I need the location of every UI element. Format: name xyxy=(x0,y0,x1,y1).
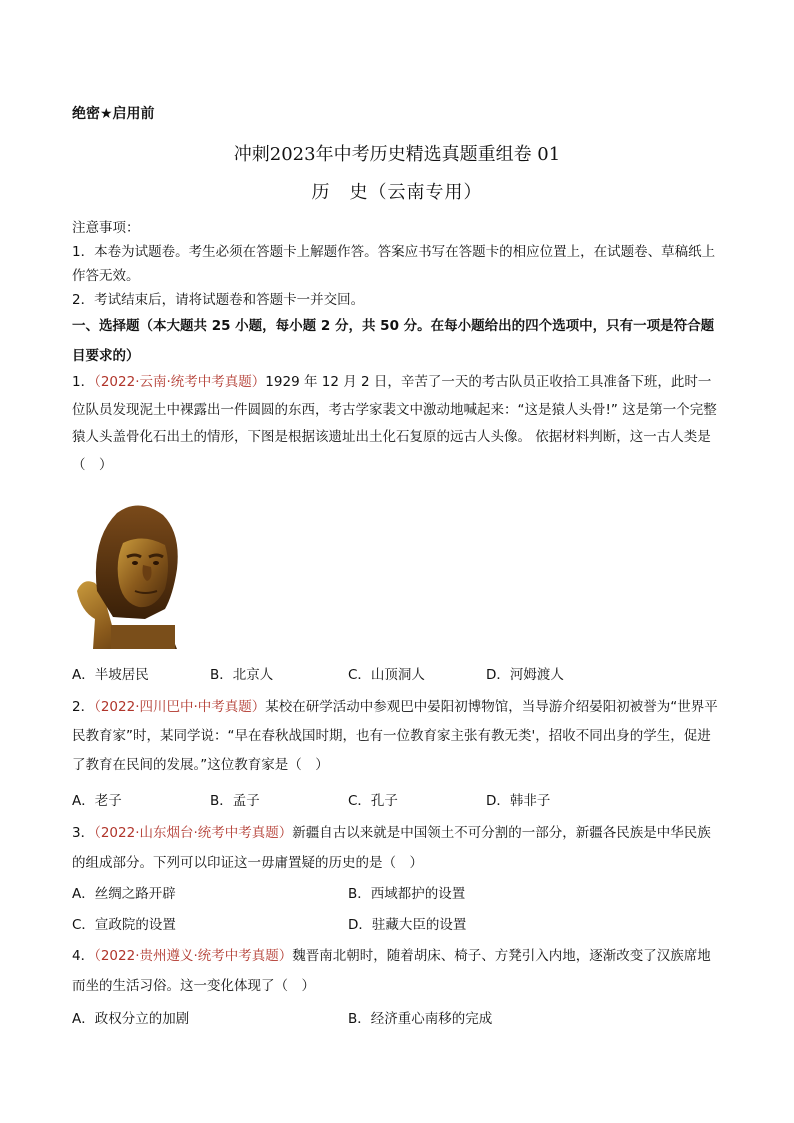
question-source: （2022·贵州遵义·统考中考真题） xyxy=(94,948,293,964)
question-source: （2022·山东烟台·统考中考真题） xyxy=(94,825,293,841)
question-source: （2022·四川巴中·中考真题） xyxy=(94,699,266,715)
question-stem: 魏晋南北朝时，随着胡床、椅子、方凳引入内地，逐渐改变了汉族席地而坐的生活习俗。这一变化体现了（ ） xyxy=(72,948,711,994)
option-c[interactable]: C．宣政院的设置 xyxy=(72,917,176,933)
notes-item-2: 2．考试结束后，请将试题卷和答题卡一并交回。 xyxy=(72,292,365,308)
question-number: 2． xyxy=(72,699,95,715)
option-d[interactable]: D．韩非子 xyxy=(486,793,551,809)
option-a[interactable]: A．半坡居民 xyxy=(72,667,149,683)
option-a[interactable]: A．老子 xyxy=(72,793,122,809)
section-heading: 一、选择题（本大题共 25 小题，每小题 2 分，共 50 分。在每小题给出的四个选项中，只有一项是符合题目要求的） xyxy=(72,318,715,364)
question-4-options xyxy=(72,1007,722,1037)
bust-illustration xyxy=(73,499,195,649)
question-number: 3． xyxy=(72,825,95,841)
question-stem: 1929 年 12 月 2 日，辛苦了一天的考古队员正收拾工具准备下班，此时一位队员发现泥土中裸露出一件圆圆的东西，考古学家裴文中激动地喊起来：“这是猿人头骨!” 这是第一个完整猿人头盖骨化石出土的情形，下图是根据该遗址出土化石复原的远古人头像。 依据材料判断，这一古人类是（ ） xyxy=(72,374,717,473)
question-source: （2022·云南·统考中考真题） xyxy=(94,374,266,390)
confidential-label: 绝密★启用前 xyxy=(72,106,155,122)
question-2-options xyxy=(72,789,722,819)
notes-heading: 注意事项： xyxy=(72,220,140,236)
option-b[interactable]: B．西域都护的设置 xyxy=(348,886,466,902)
option-b[interactable]: B．北京人 xyxy=(210,667,274,683)
option-c[interactable]: C．孔子 xyxy=(348,793,398,809)
option-b[interactable]: B．经济重心南移的完成 xyxy=(348,1011,493,1027)
question-1 xyxy=(72,369,722,479)
question-stem: 某校在研学活动中参观巴中晏阳初博物馆，当导游介绍晏阳初被誉为“世界平民教育家”时，某同学说：“早在春秋战国时期，也有一位教育家主张有教无类'，招收不同出身的学生，促进了教育在民间的发展。”这位教育家是（ ） xyxy=(72,699,718,773)
question-4 xyxy=(72,941,722,1001)
question-1-options xyxy=(72,663,722,693)
notes-item-1: 1．本卷为试题卷。考生必须在答题卡上解题作答。答案应书写在答题卡的相应位置上，在试题卷、草稿纸上作答无效。 xyxy=(72,244,716,284)
exam-title: 冲刺2023年中考历史精选真题重组卷 01 xyxy=(233,144,561,165)
option-d[interactable]: D．河姆渡人 xyxy=(486,667,564,683)
notes-block xyxy=(72,216,722,312)
question-number: 1． xyxy=(72,374,95,390)
option-b[interactable]: B．孟子 xyxy=(210,793,260,809)
question-number: 4． xyxy=(72,948,95,964)
option-a[interactable]: A．政权分立的加剧 xyxy=(72,1011,190,1027)
option-a[interactable]: A．丝绸之路开辟 xyxy=(72,886,176,902)
peking-man-bust-image xyxy=(73,499,195,649)
question-3-options-row-2 xyxy=(72,913,722,943)
option-d[interactable]: D．驻藏大臣的设置 xyxy=(348,917,467,933)
question-3-options-row-1 xyxy=(72,882,722,912)
question-stem: 新疆自古以来就是中国领土不可分割的一部分，新疆各民族是中华民族的组成部分。下列可以印证这一毋庸置疑的历史的是（ ） xyxy=(72,825,711,871)
question-2 xyxy=(72,693,722,780)
exam-subtitle: 历 史（云南专用） xyxy=(311,182,483,203)
option-c[interactable]: C．山顶洞人 xyxy=(348,667,425,683)
question-3 xyxy=(72,818,722,878)
